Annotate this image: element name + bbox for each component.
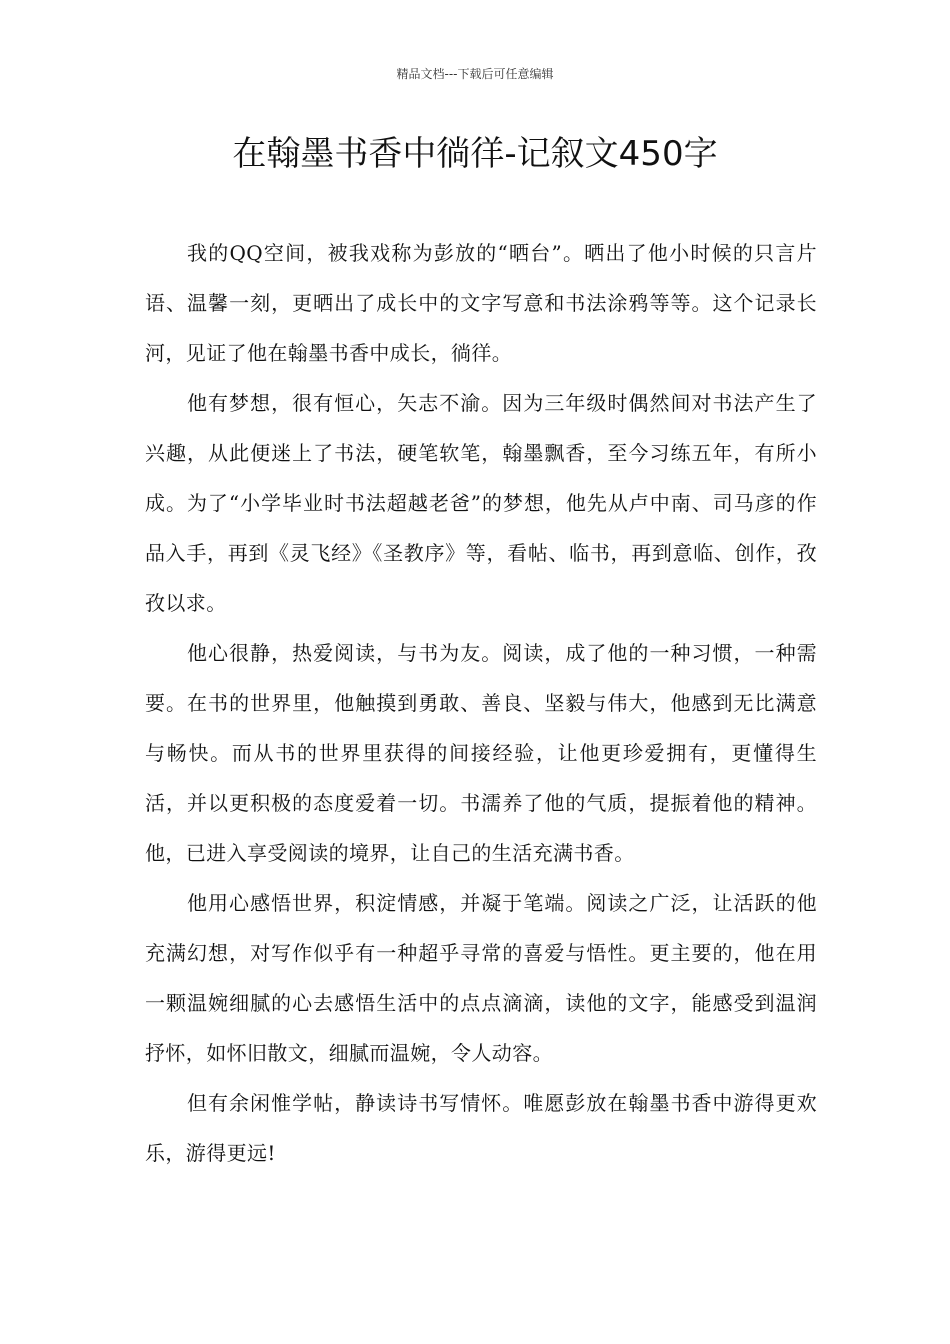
header-note: 精品文档---下载后可任意编辑 (396, 67, 554, 81)
paragraph-1: 我的QQ空间，被我戏称为彭放的“晒台”。晒出了他小时候的只言片语、温馨一刻，更晒出了成长中的文字写意和书法涂鸦等等。这个记录长河，见证了他在翰墨书香中成长，徜徉。 (145, 241, 817, 365)
document-body (145, 228, 817, 1178)
paragraph-5: 但有余闲惟学帖，静读诗书写情怀。唯愿彭放在翰墨书香中游得更欢乐，游得更远! (145, 1091, 817, 1165)
paragraph-2: 他有梦想，很有恒心，矢志不渝。因为三年级时偶然间对书法产生了兴趣，从此便迷上了书法，硬笔软笔，翰墨飘香，至今习练五年，有所小成。为了“小学毕业时书法超越老爸”的梦想，他先从卢中南、司马彦的作品入手，再到《灵飞经》《圣教序》等，看帖、临书，再到意临、创作，孜孜以求。 (145, 391, 817, 615)
document-title: 在翰墨书香中徜徉-记叙文450字 (232, 134, 718, 174)
paragraph-3: 他心很静，热爱阅读，与书为友。阅读，成了他的一种习惯，一种需要。在书的世界里，他触摸到勇敢、善良、坚毅与伟大，他感到无比满意与畅快。而从书的世界里获得的间接经验，让他更珍爱拥有，更懂得生活，并以更积极的态度爱着一切。书濡养了他的气质，提振着他的精神。他，已进入享受阅读的境界，让自己的生活充满书香。 (145, 641, 817, 865)
paragraph-4: 他用心感悟世界，积淀情感，并凝于笔端。阅读之广泛，让活跃的他充满幻想，对写作似乎有一种超乎寻常的喜爱与悟性。更主要的，他在用一颗温婉细腻的心去感悟生活中的点点滴滴，读他的文字，能感受到温润抒怀，如怀旧散文，细腻而温婉，令人动容。 (145, 891, 817, 1065)
